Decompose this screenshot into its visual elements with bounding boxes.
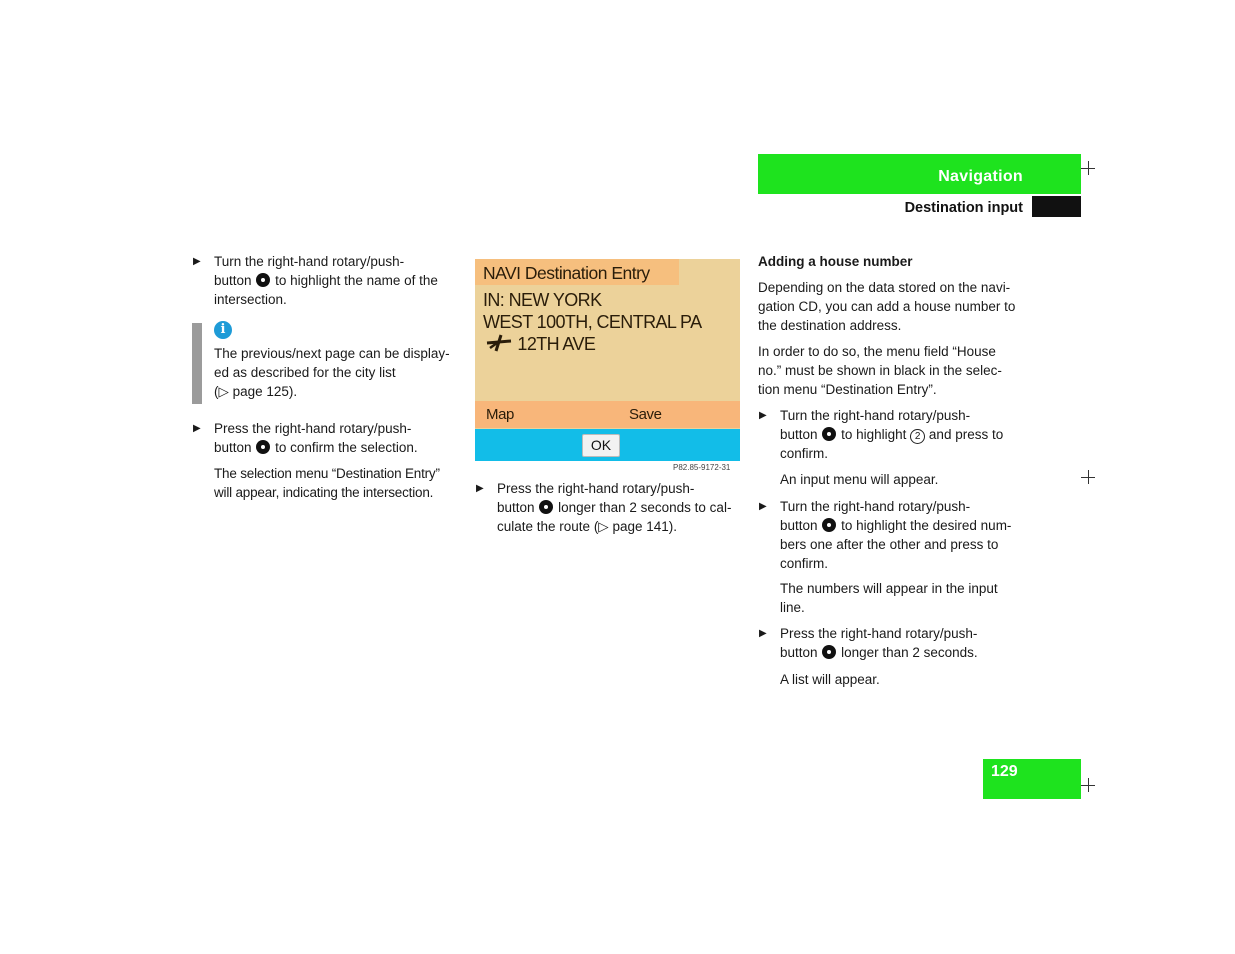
rotary-knob-icon <box>539 500 553 514</box>
result-list-appears: A list will appear. <box>780 672 880 687</box>
page-number-box <box>983 759 1081 799</box>
screen-menu-save[interactable]: Save <box>629 406 662 423</box>
crop-mark-icon <box>1081 778 1095 792</box>
rotary-knob-icon <box>256 440 270 454</box>
info-side-bar <box>192 323 202 404</box>
section-heading: Adding a house number <box>758 254 913 269</box>
screen-menu-bar <box>475 401 740 428</box>
rotary-knob-icon <box>822 427 836 441</box>
paragraph-house-number: Depending on the data stored on the navi- gation CD, you can add a house number to the destination address. <box>758 280 1016 333</box>
rotary-knob-icon <box>822 645 836 659</box>
info-note: The previous/next page can be display- ed as described for the city list (▷ page 125). <box>214 346 450 399</box>
bullet-arrow-icon: ▶ <box>476 483 484 494</box>
screen-ok-button[interactable]: OK <box>582 434 620 457</box>
info-icon: i <box>214 321 232 339</box>
subsection-marker <box>1032 196 1081 217</box>
navi-screen <box>475 259 740 461</box>
screen-street-line: WEST 100TH, CENTRAL PA <box>483 312 702 332</box>
screen-intersection-line: 12TH AVE <box>485 333 595 355</box>
bullet-arrow-icon: ▶ <box>193 256 201 267</box>
result-input-menu: An input menu will appear. <box>780 472 939 487</box>
step-enter-numbers: Turn the right-hand rotary/push- button to highlight the desired num- bers one after the other and press to confirm. <box>780 499 1012 571</box>
step-press-confirm: Press the right-hand rotary/push- button to confirm the selection. <box>214 421 418 455</box>
paragraph-menu-field: In order to do so, the menu field “House no.” must be shown in black in the selec- tion menu “Destination Entry”. <box>758 344 1002 397</box>
result-note: The selection menu “Destination Entry” will appear, indicating the intersection. <box>214 466 440 500</box>
image-caption: P82.85-9172-31 <box>673 463 731 472</box>
step-turn-highlight-intersection: Turn the right-hand rotary/push- button to highlight the name of the intersection. <box>214 254 438 307</box>
section-title: Navigation <box>938 168 1023 185</box>
screen-title-bar <box>475 259 679 285</box>
rotary-knob-icon <box>822 518 836 532</box>
section-header-bar <box>758 154 1081 194</box>
screen-title: NAVI Destination Entry <box>483 263 650 283</box>
callout-number-icon: 2 <box>910 429 925 444</box>
bullet-arrow-icon: ▶ <box>759 628 767 639</box>
bullet-arrow-icon: ▶ <box>193 423 201 434</box>
bullet-arrow-icon: ▶ <box>759 410 767 421</box>
step-calculate-route: Press the right-hand rotary/push- button longer than 2 seconds to cal- culate the route (▷ page 141). <box>497 481 732 534</box>
screen-menu-map[interactable]: Map <box>486 406 514 423</box>
result-numbers-appear: The numbers will appear in the input line. <box>780 581 998 615</box>
screen-city-line: IN: NEW YORK <box>483 290 602 310</box>
intersection-icon <box>485 334 513 352</box>
bullet-arrow-icon: ▶ <box>759 501 767 512</box>
rotary-knob-icon <box>256 273 270 287</box>
step-press-long: Press the right-hand rotary/push- button longer than 2 seconds. <box>780 626 978 660</box>
subsection-title: Destination input <box>904 200 1023 216</box>
screen-ok-row <box>475 429 740 461</box>
crop-mark-icon <box>1081 470 1095 484</box>
step-highlight-field: Turn the right-hand rotary/push- button to highlight 2 and press to confirm. <box>780 408 1004 461</box>
page-number: 129 <box>991 763 1018 780</box>
crop-mark-icon <box>1081 161 1095 175</box>
